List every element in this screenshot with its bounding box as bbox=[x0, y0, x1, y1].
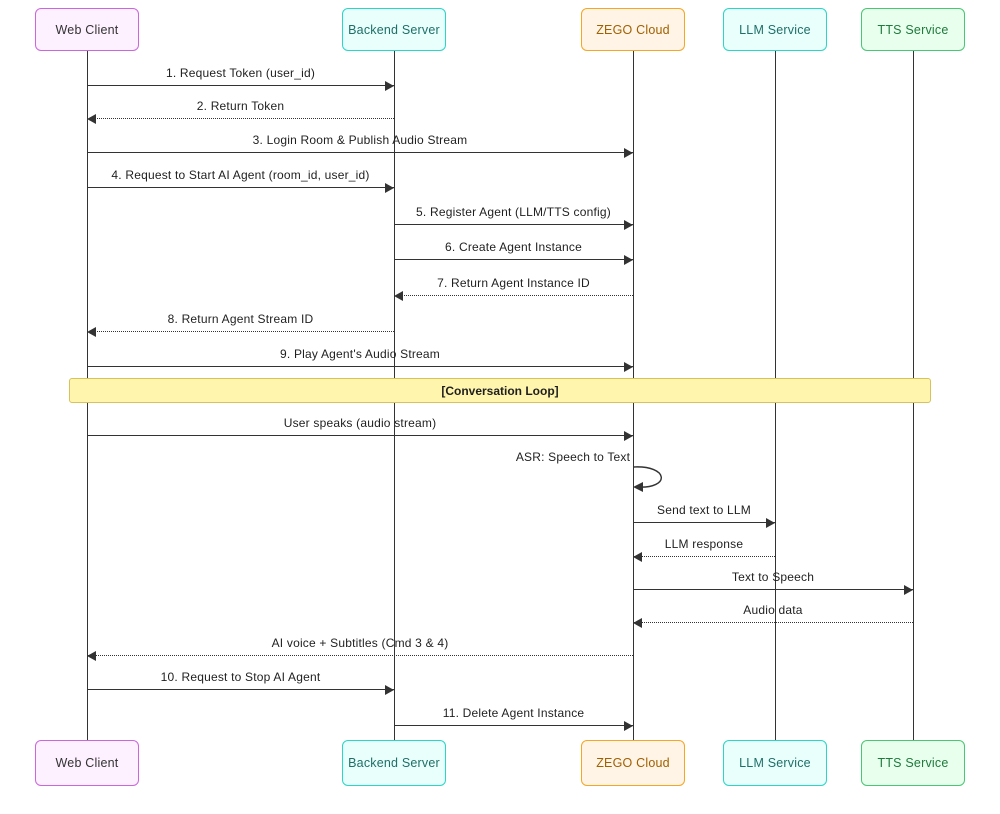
message-line bbox=[87, 689, 394, 690]
message-line bbox=[87, 435, 633, 436]
message-label: 7. Return Agent Instance ID bbox=[437, 276, 590, 290]
arrowhead-icon bbox=[385, 81, 394, 91]
actor-label: Backend Server bbox=[348, 756, 440, 770]
message-label: User speaks (audio stream) bbox=[283, 416, 437, 430]
actor-web-client-bottom bbox=[35, 740, 139, 786]
arrowhead-icon bbox=[87, 327, 96, 337]
actor-label: ZEGO Cloud bbox=[596, 22, 670, 37]
message-line bbox=[394, 725, 633, 726]
message-line bbox=[87, 655, 633, 656]
message-label: 10. Request to Stop AI Agent bbox=[160, 670, 321, 684]
actor-backend-server-bottom bbox=[342, 740, 446, 786]
arrowhead-icon bbox=[624, 255, 633, 265]
message-line bbox=[394, 259, 633, 260]
arrowhead-icon bbox=[624, 148, 633, 158]
actor-backend-server-top bbox=[342, 8, 446, 51]
arrowhead-icon bbox=[766, 518, 775, 528]
message-label: 8. Return Agent Stream ID bbox=[167, 312, 314, 326]
message-label: Text to Speech bbox=[731, 570, 815, 584]
actor-llm-service-top bbox=[723, 8, 827, 51]
message-line bbox=[394, 295, 633, 296]
arrowhead-icon bbox=[87, 651, 96, 661]
message-label: ASR: Speech to Text bbox=[515, 450, 631, 464]
arrowhead-icon bbox=[904, 585, 913, 595]
arrowhead-icon bbox=[394, 291, 403, 301]
arrowhead-icon bbox=[633, 552, 642, 562]
arrowhead-icon bbox=[385, 183, 394, 193]
message-label: 4. Request to Start AI Agent (room_id, user_id) bbox=[111, 168, 370, 182]
message-label: LLM response bbox=[664, 537, 744, 551]
message-label: 2. Return Token bbox=[196, 99, 285, 113]
message-line bbox=[87, 331, 394, 332]
actor-label: Backend Server bbox=[348, 22, 440, 37]
actor-label: LLM Service bbox=[739, 756, 811, 770]
message-label: 1. Request Token (user_id) bbox=[165, 66, 316, 80]
actor-label: Web Client bbox=[55, 22, 119, 37]
message-label: Send text to LLM bbox=[657, 503, 751, 517]
arrowhead-icon bbox=[624, 721, 633, 731]
actor-label: TTS Service bbox=[877, 22, 949, 37]
actor-label: Web Client bbox=[55, 756, 119, 770]
message-line bbox=[87, 152, 633, 153]
actor-llm-service-bottom bbox=[723, 740, 827, 786]
message-line bbox=[394, 224, 633, 225]
arrowhead-icon bbox=[624, 220, 633, 230]
message-line bbox=[633, 589, 913, 590]
actor-web-client-top bbox=[35, 8, 139, 51]
arrowhead-icon bbox=[385, 685, 394, 695]
actor-label: ZEGO Cloud bbox=[596, 756, 670, 770]
message-line bbox=[87, 187, 394, 188]
arrowhead-icon bbox=[624, 362, 633, 372]
message-label: 6. Create Agent Instance bbox=[445, 240, 582, 254]
message-label: Audio data bbox=[743, 603, 803, 617]
message-label: 9. Play Agent's Audio Stream bbox=[280, 347, 440, 361]
message-label: 11. Delete Agent Instance bbox=[442, 706, 585, 720]
message-label: 5. Register Agent (LLM/TTS config) bbox=[416, 205, 611, 219]
actor-zego-cloud-bottom bbox=[581, 740, 685, 786]
message-label: 3. Login Room & Publish Audio Stream bbox=[252, 133, 468, 147]
actor-zego-cloud-top bbox=[581, 8, 685, 51]
message-line bbox=[87, 366, 633, 367]
arrowhead-icon bbox=[624, 431, 633, 441]
message-line bbox=[87, 118, 394, 119]
message-label: AI voice + Subtitles (Cmd 3 & 4) bbox=[271, 636, 449, 650]
message-line bbox=[633, 556, 775, 557]
actor-label: LLM Service bbox=[739, 22, 811, 37]
message-line bbox=[633, 622, 913, 623]
message-line bbox=[87, 85, 394, 86]
loop-note bbox=[69, 378, 931, 403]
actor-tts-service-top bbox=[861, 8, 965, 51]
actor-label: TTS Service bbox=[877, 756, 949, 770]
actor-tts-service-bottom bbox=[861, 740, 965, 786]
self-message-arrow bbox=[631, 463, 677, 502]
message-line bbox=[633, 522, 775, 523]
arrowhead-icon bbox=[87, 114, 96, 124]
arrowhead-icon bbox=[633, 618, 642, 628]
loop-note-label: [Conversation Loop] bbox=[441, 383, 559, 398]
